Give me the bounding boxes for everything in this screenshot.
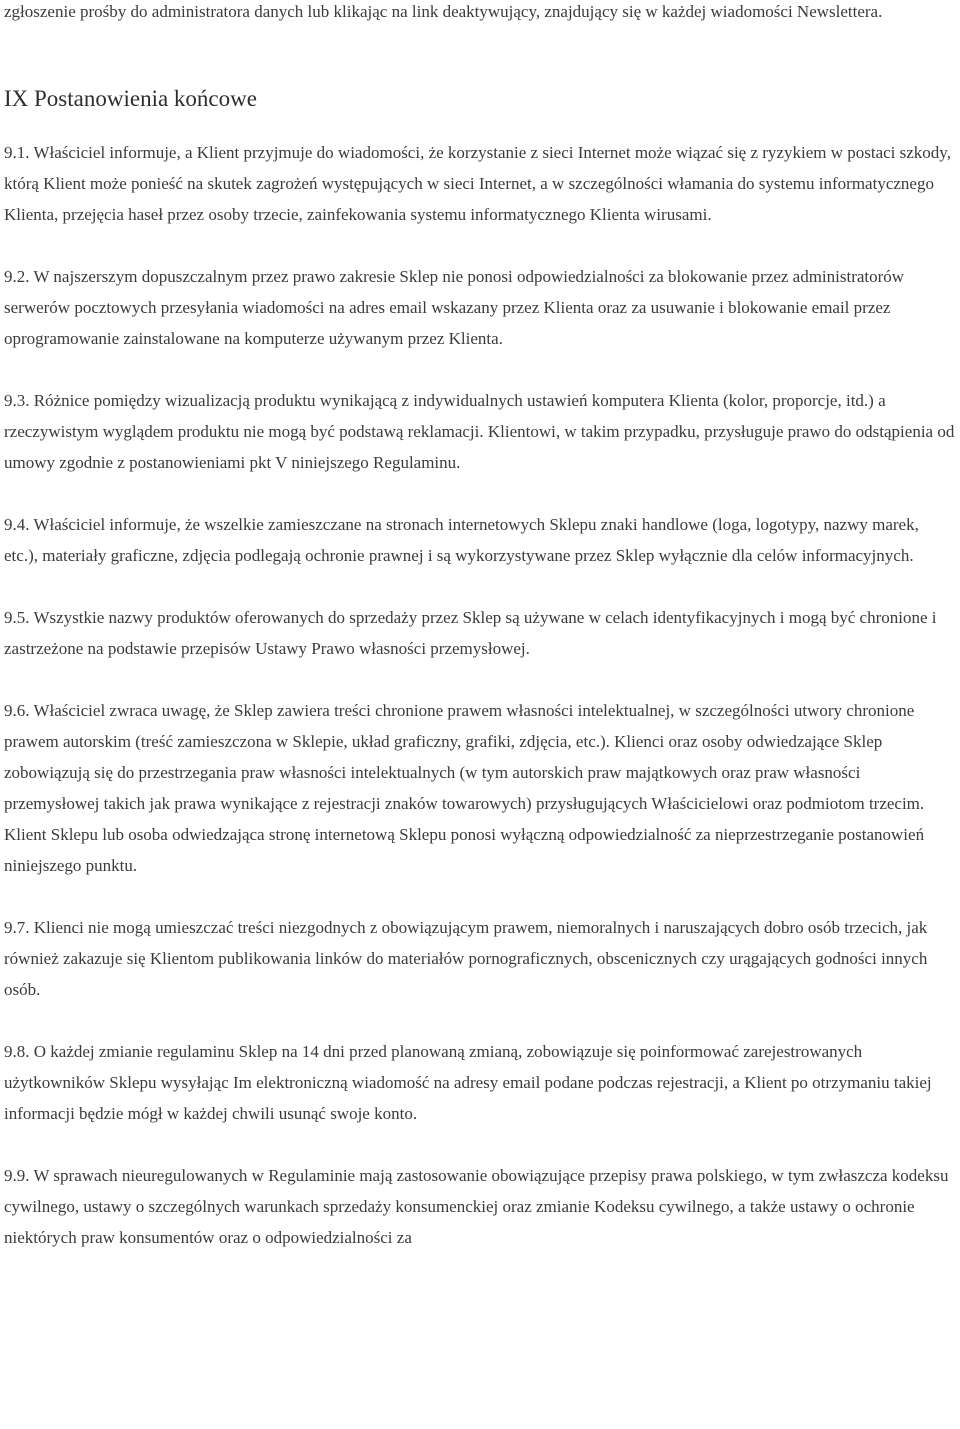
- paragraph-9-9: 9.9. W sprawach nieuregulowanych w Regulaminie mają zastosowanie obowiązujące przepisy prawa polskiego, w tym zwłaszcza kodeksu cywilnego, ustawy o szczególnych warunkach sprzedaży konsumenckiej oraz zmianie Kodeksu cywilnego, a także ustawy o ochronie niektórych praw konsumentów oraz o odpowiedzialności za: [4, 1166, 949, 1247]
- paragraph-9-5: 9.5. Wszystkie nazwy produktów oferowanych do sprzedaży przez Sklep są używane w celach identyfikacyjnych i mogą być chronione i zastrzeżone na podstawie przepisów Ustawy Prawo własności przemysłowej.: [4, 608, 937, 658]
- paragraph-9-6: 9.6. Właściciel zwraca uwagę, że Sklep zawiera treści chronione prawem własności intelektualnej, w szczególności utwory chronione prawem autorskim (treść zamieszczona w Sklepie, układ graficzny, grafiki, zdjęcia, etc.). Klienci oraz osoby odwiedzające Sklep zobowiązują się do przestrzegania praw własności intelektualnych (w tym autorskich praw majątkowych oraz praw własności przemysłowej takich jak prawa wynikające z rejestracji znaków towarowych) przysługujących Właścicielowi oraz podmiotom trzecim. Klient Sklepu lub osoba odwiedzająca stronę internetową Sklepu ponosi wyłączną odpowiedzialność za nieprzestrzeganie postanowień niniejszego punktu.: [4, 701, 925, 875]
- document-page: [4, 0, 956, 1253]
- paragraph-9-3: 9.3. Różnice pomiędzy wizualizacją produktu wynikającą z indywidualnych ustawień komputera Klienta (kolor, proporcje, itd.) a rzeczywistym wyglądem produktu nie mogą być podstawą reklamacji. Klientowi, w takim przypadku, przysługuje prawo do odstąpienia od umowy zgodnie z postanowieniami pkt V niniejszego Regulaminu.: [4, 391, 955, 472]
- paragraph-9-1: 9.1. Właściciel informuje, a Klient przyjmuje do wiadomości, że korzystanie z sieci Internet może wiązać się z ryzykiem w postaci szkody, którą Klient może ponieść na skutek zagrożeń występujących w sieci Internet, a w szczególności włamania do systemu informatycznego Klienta, przejęcia haseł przez osoby trzecie, zainfekowania systemu informatycznego Klienta wirusami.: [4, 143, 951, 224]
- section-heading: IX Postanowienia końcowe: [4, 86, 257, 111]
- paragraph-9-4: 9.4. Właściciel informuje, że wszelkie zamieszczane na stronach internetowych Sklepu znaki handlowe (loga, logotypy, nazwy marek, etc.), materiały graficzne, zdjęcia podlegają ochronie prawnej i są wykorzystywane przez Sklep wyłącznie dla celów informacyjnych.: [4, 515, 919, 565]
- intro-paragraph: zgłoszenie prośby do administratora danych lub klikając na link deaktywujący, znajdujący się w każdej wiadomości Newslettera.: [4, 2, 883, 21]
- paragraph-9-8: 9.8. O każdej zmianie regulaminu Sklep na 14 dni przed planowaną zmianą, zobowiązuje się poinformować zarejestrowanych użytkowników Sklepu wysyłając Im elektroniczną wiadomość na adresy email podane podczas rejestracji, a Klient po otrzymaniu takiej informacji będzie mógł w każdej chwili usunąć swoje konto.: [4, 1042, 932, 1123]
- paragraph-9-7: 9.7. Klienci nie mogą umieszczać treści niezgodnych z obowiązującym prawem, niemoralnych i naruszających dobro osób trzecich, jak również zakazuje się Klientom publikowania linków do materiałów pornograficznych, obscenicznych czy urągających godności innych osób.: [4, 918, 928, 999]
- paragraph-9-2: 9.2. W najszerszym dopuszczalnym przez prawo zakresie Sklep nie ponosi odpowiedzialności za blokowanie przez administratorów serwerów pocztowych przesyłania wiadomości na adres email wskazany przez Klienta oraz za usuwanie i blokowanie email przez oprogramowanie zainstalowane na komputerze używanym przez Klienta.: [4, 267, 905, 348]
